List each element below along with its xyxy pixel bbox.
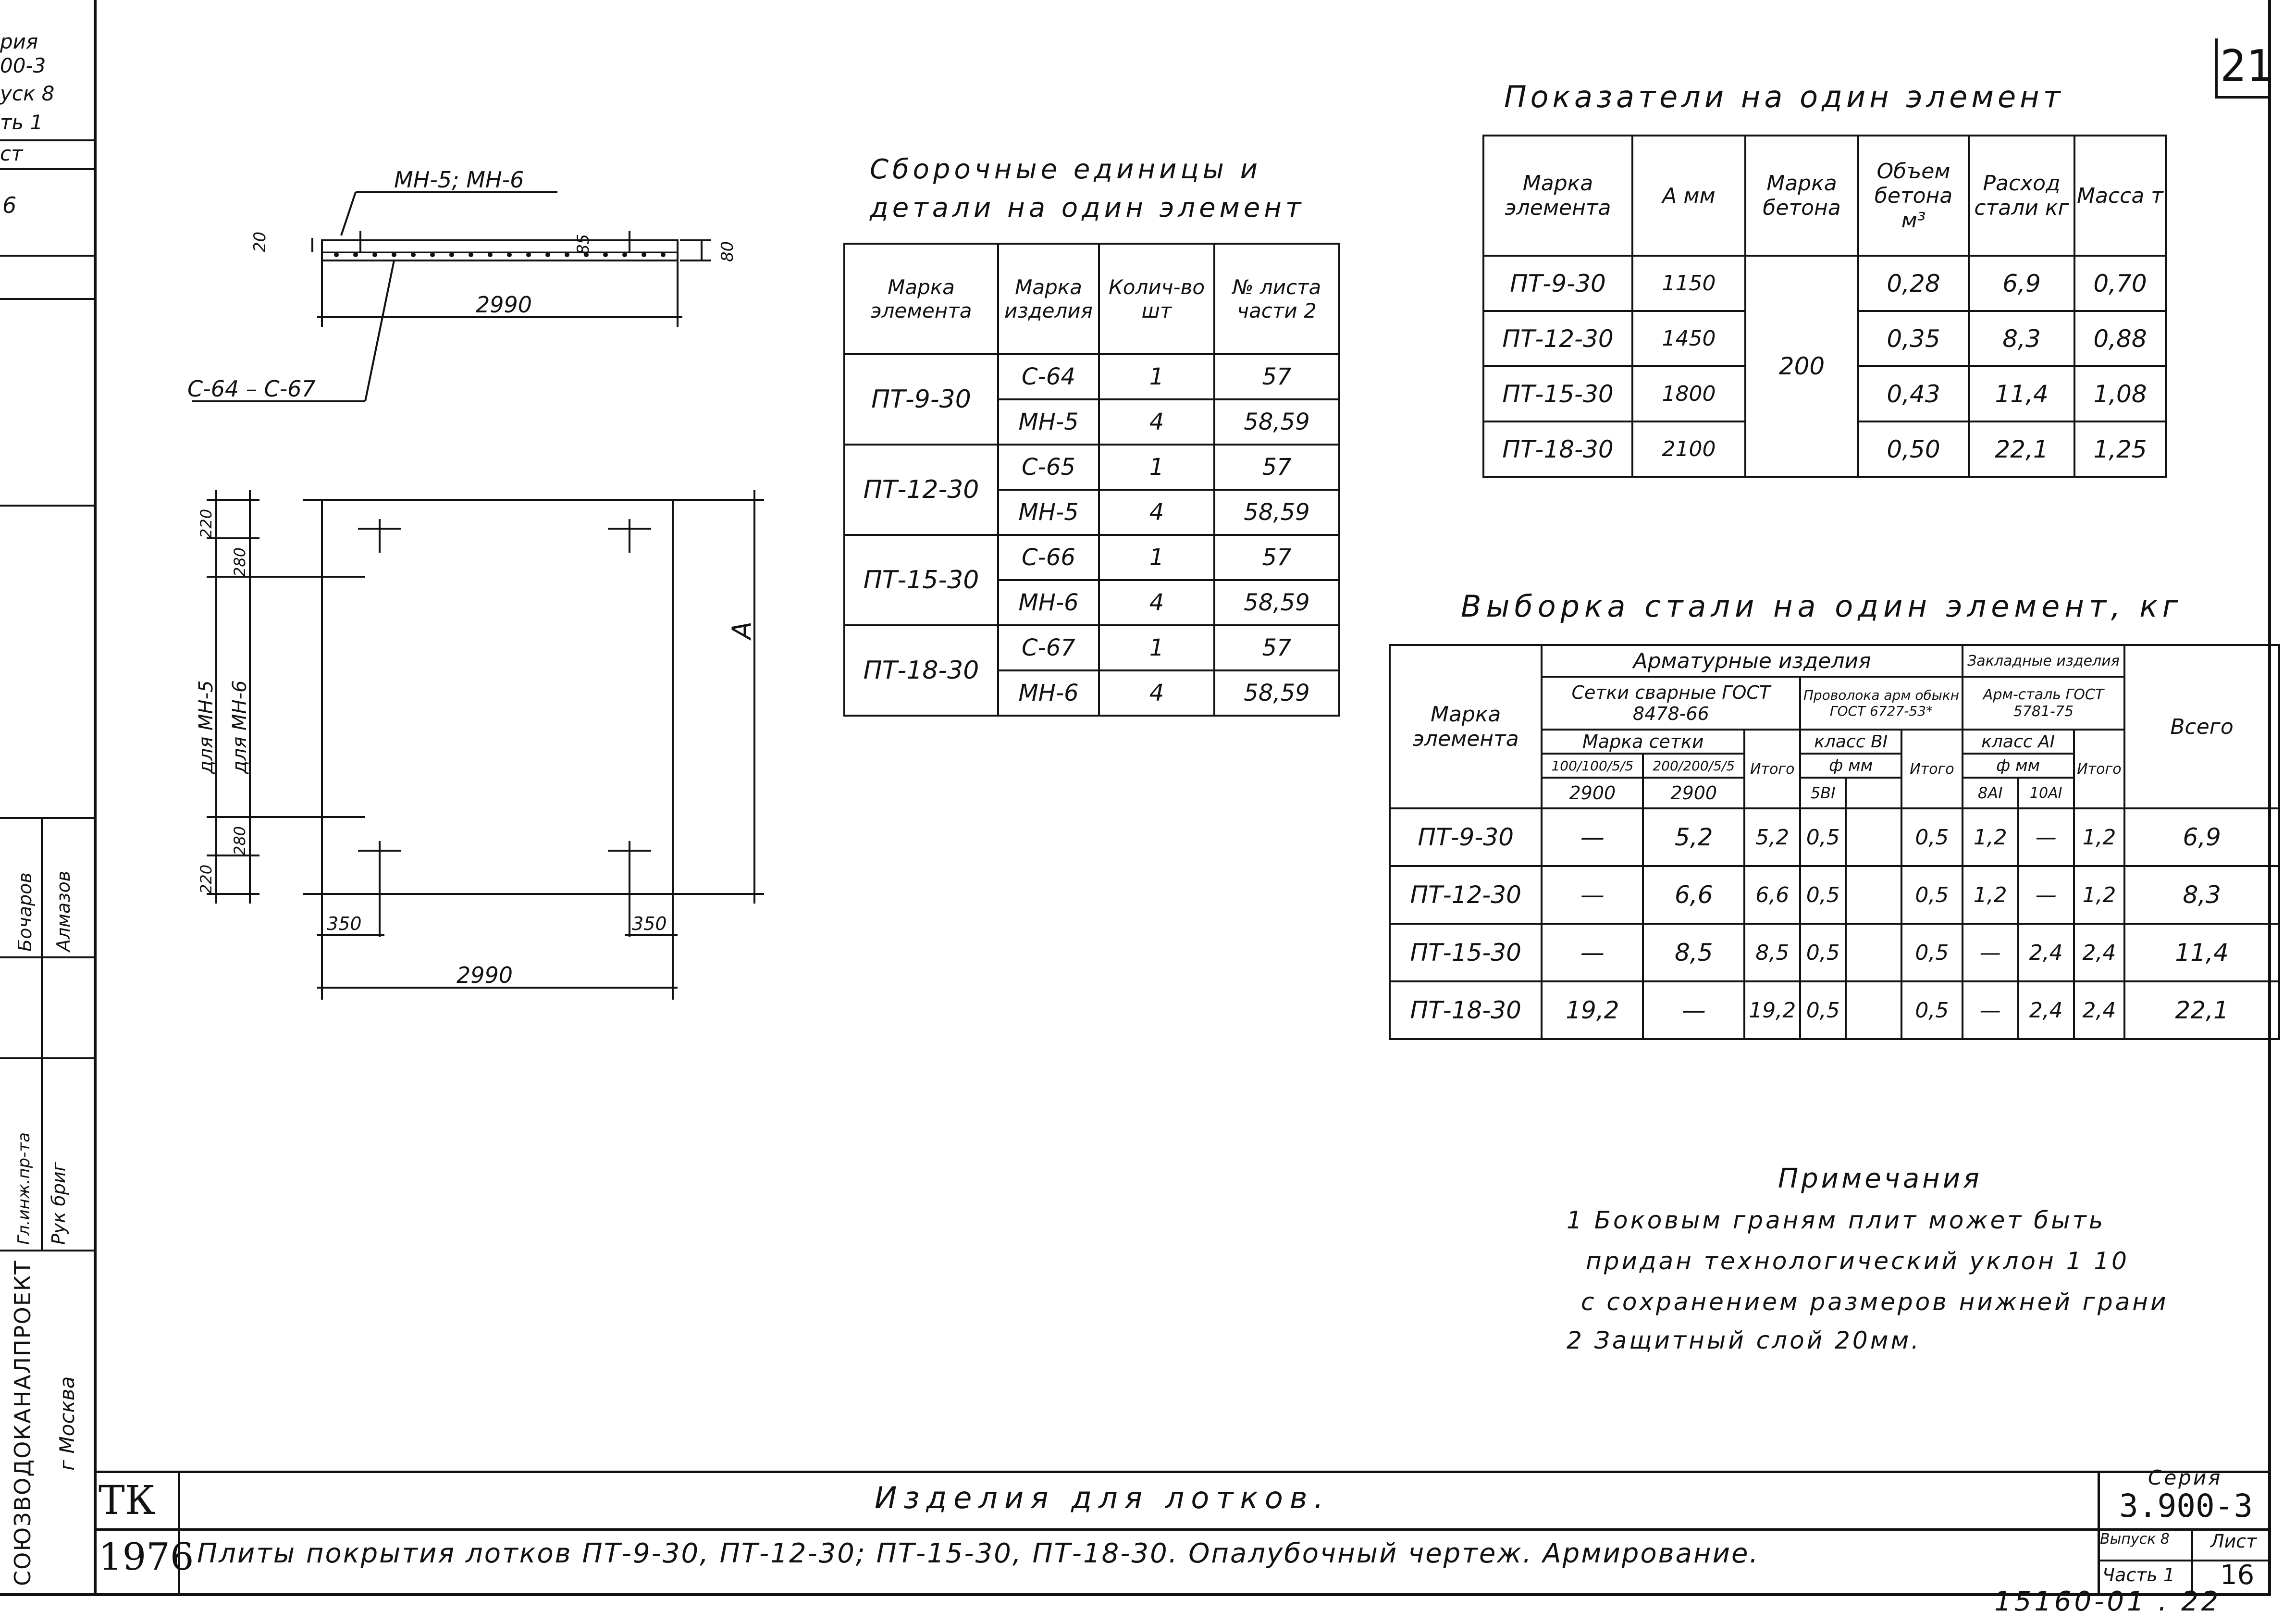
strip-line-6: 6 bbox=[2, 192, 17, 218]
steel-h-klass-ai: класс AI bbox=[1963, 730, 2074, 754]
dim-280-bottom: 280 bbox=[231, 826, 249, 855]
dim-350-left: 350 bbox=[327, 913, 362, 934]
steel-cell: 0,5 bbox=[1800, 808, 1846, 866]
steel-h-5bi: 5BI bbox=[1800, 778, 1846, 808]
steel-row bbox=[1390, 866, 2279, 924]
asm-qty: 1 bbox=[1099, 535, 1214, 580]
asm-h-element: Марка элемента bbox=[844, 244, 998, 354]
asm-sheet: 57 bbox=[1214, 625, 1339, 670]
steel-h-fmm-bi: ф мм bbox=[1800, 754, 1901, 778]
steel-h-setki: Сетки сварные ГОСТ 8478-66 bbox=[1542, 677, 1800, 730]
footer-code: 15160-01 . 22 bbox=[1994, 1586, 2222, 1617]
steel-cell: — bbox=[1963, 924, 2018, 981]
note-line-2: придан технологический уклон 1 10 bbox=[1586, 1247, 2129, 1275]
asm-qty: 1 bbox=[1099, 445, 1214, 490]
grid-leader bbox=[365, 260, 394, 401]
asm-sheet: 57 bbox=[1214, 445, 1339, 490]
dim-80: 80 bbox=[718, 241, 737, 262]
asm-item: МН-6 bbox=[998, 670, 1099, 716]
steel-cell: 2,4 bbox=[2074, 981, 2125, 1039]
steel-cell bbox=[1846, 924, 1901, 981]
asm-qty: 1 bbox=[1099, 625, 1214, 670]
asm-item: МН-6 bbox=[998, 580, 1099, 625]
ind-mass: 1,08 bbox=[2074, 366, 2166, 421]
asm-qty: 1 bbox=[1099, 354, 1214, 399]
section-outline bbox=[322, 240, 678, 260]
steel-h-itogo-prov: Итого bbox=[1901, 730, 1963, 808]
dim-length-top: 2990 bbox=[476, 292, 532, 318]
ind-element: ПТ-12-30 bbox=[1483, 311, 1632, 366]
asm-element: ПТ-9-30 bbox=[844, 354, 998, 445]
steel-h-marka-setki: Марка сетки bbox=[1542, 730, 1744, 754]
dim-20: 20 bbox=[250, 231, 270, 252]
frame-bottom-line bbox=[0, 1593, 2271, 1596]
steel-cell: 2,4 bbox=[2018, 981, 2074, 1039]
steel-cell: 0,5 bbox=[1800, 981, 1846, 1039]
tb-year: 1976 bbox=[99, 1536, 194, 1579]
steel-h-klass-bi: класс BI bbox=[1800, 730, 1901, 754]
steel-h-vsego: Всего bbox=[2124, 645, 2279, 808]
plan-outline bbox=[322, 500, 673, 894]
steel-cell: 8,3 bbox=[2124, 866, 2279, 924]
steel-h-2900b: 2900 bbox=[1643, 778, 1744, 808]
steel-cell: 6,6 bbox=[1744, 866, 1800, 924]
steel-row bbox=[1390, 924, 2279, 981]
steel-cell: 19,2 bbox=[1542, 981, 1643, 1039]
ind-a: 1800 bbox=[1632, 366, 1745, 421]
steel-cell: 0,5 bbox=[1901, 981, 1963, 1039]
strip-name-1: Бочаров bbox=[14, 872, 36, 952]
ind-mass: 0,88 bbox=[2074, 311, 2166, 366]
steel-h-10ai: 10AI bbox=[2018, 778, 2074, 808]
ind-h-mass: Масса т bbox=[2074, 136, 2166, 256]
steel-cell: — bbox=[1542, 808, 1643, 866]
asm-h-item: Марка изделия bbox=[998, 244, 1099, 354]
asm-sheet: 58,59 bbox=[1214, 490, 1339, 535]
ind-h-volume: Объем бетона м³ bbox=[1858, 136, 1969, 256]
dim-220-top: 220 bbox=[197, 508, 215, 538]
ind-grade: 200 bbox=[1745, 256, 1858, 477]
steel-cell: 1,2 bbox=[1963, 866, 2018, 924]
steel-row bbox=[1390, 981, 2279, 1039]
formwork-drawing bbox=[159, 154, 831, 988]
steel-cell: — bbox=[1963, 981, 2018, 1039]
steel-h-provoloka: Проволока арм обыкн ГОСТ 6727-53* bbox=[1800, 677, 1962, 730]
asm-h-sheet: № листа части 2 bbox=[1214, 244, 1339, 354]
steel-h-empty bbox=[1846, 778, 1901, 808]
steel-cell: 6,6 bbox=[1643, 866, 1744, 924]
steel-h-8ai: 8AI bbox=[1963, 778, 2018, 808]
asm-item: С-65 bbox=[998, 445, 1099, 490]
strip-name-2: Алмазов bbox=[53, 870, 74, 952]
ind-a: 1450 bbox=[1632, 311, 1745, 366]
steel-cell: 8,5 bbox=[1643, 924, 1744, 981]
steel-cell: 0,5 bbox=[1901, 924, 1963, 981]
ind-a: 2100 bbox=[1632, 421, 1745, 477]
asm-item: С-67 bbox=[998, 625, 1099, 670]
frame-left-strip-line bbox=[94, 0, 97, 1596]
steel-row bbox=[1390, 808, 2279, 866]
ind-h-element: Марка элемента bbox=[1483, 136, 1632, 256]
steel-h-itogo-setki: Итого bbox=[1744, 730, 1800, 808]
for-mn6: для МН-6 bbox=[229, 680, 251, 774]
steel-cell: — bbox=[2018, 808, 2074, 866]
strip-role-2: Рук бриг bbox=[48, 1162, 69, 1245]
assembly-title-2: детали на один элемент bbox=[870, 192, 1305, 223]
tb-series-label: Серия bbox=[2148, 1466, 2222, 1489]
ind-steel: 22,1 bbox=[1969, 421, 2074, 477]
notes-title: Примечания bbox=[1778, 1163, 1982, 1194]
steel-h-s2: 200/200/5/5 bbox=[1643, 754, 1744, 778]
strip-line-3: уск 8 bbox=[0, 82, 55, 105]
steel-h-marka: Марка элемента bbox=[1390, 645, 1542, 808]
tb-sheet-label: Лист bbox=[2210, 1531, 2257, 1552]
asm-element: ПТ-18-30 bbox=[844, 625, 998, 716]
steel-cell: ПТ-12-30 bbox=[1390, 866, 1542, 924]
steel-h-itogo-arm: Итого bbox=[2074, 730, 2125, 808]
asm-qty: 4 bbox=[1099, 399, 1214, 445]
ind-h-steel: Расход стали кг bbox=[1969, 136, 2074, 256]
steel-cell: 8,5 bbox=[1744, 924, 1800, 981]
steel-cell: 1,2 bbox=[1963, 808, 2018, 866]
steel-cell: 0,5 bbox=[1800, 924, 1846, 981]
asm-sheet: 58,59 bbox=[1214, 670, 1339, 716]
steel-h-zaklad: Закладные изделия bbox=[1963, 645, 2125, 677]
steel-cell: — bbox=[2018, 866, 2074, 924]
ind-h-grade: Марка бетона bbox=[1745, 136, 1858, 256]
steel-cell: — bbox=[1643, 981, 1744, 1039]
page-number: 21 bbox=[2220, 41, 2272, 91]
steel-cell: 19,2 bbox=[1744, 981, 1800, 1039]
asm-item: С-64 bbox=[998, 354, 1099, 399]
asm-item: МН-5 bbox=[998, 490, 1099, 535]
asm-element: ПТ-12-30 bbox=[844, 445, 998, 535]
tb-name: Изделия для лотков. bbox=[875, 1480, 1331, 1515]
steel-cell: 11,4 bbox=[2124, 924, 2279, 981]
tb-issue: Выпуск 8 bbox=[2100, 1531, 2170, 1548]
ind-mass: 1,25 bbox=[2074, 421, 2166, 477]
ind-volume: 0,50 bbox=[1858, 421, 1969, 477]
steel-cell: 0,5 bbox=[1901, 808, 1963, 866]
label-grid: С-64 – С-67 bbox=[187, 376, 316, 402]
ind-element: ПТ-15-30 bbox=[1483, 366, 1632, 421]
strip-line-1: рия bbox=[0, 30, 38, 53]
asm-h-qty: Колич-во шт bbox=[1099, 244, 1214, 354]
asm-sheet: 58,59 bbox=[1214, 580, 1339, 625]
steel-cell: 2,4 bbox=[2074, 924, 2125, 981]
asm-sheet: 57 bbox=[1214, 535, 1339, 580]
dim-A: А bbox=[727, 621, 757, 639]
dim-350-right: 350 bbox=[632, 913, 667, 934]
steel-cell: — bbox=[1542, 866, 1643, 924]
ind-steel: 8,3 bbox=[1969, 311, 2074, 366]
ind-volume: 0,35 bbox=[1858, 311, 1969, 366]
for-mn5: для МН-5 bbox=[195, 680, 217, 774]
steel-cell: 22,1 bbox=[2124, 981, 2279, 1039]
strip-city: г Москва bbox=[55, 1376, 79, 1471]
steel-cell: ПТ-15-30 bbox=[1390, 924, 1542, 981]
strip-role-1: Гл.инж.пр-та bbox=[14, 1132, 34, 1245]
steel-h-armatura: Арматурные изделия bbox=[1542, 645, 1962, 677]
ind-volume: 0,28 bbox=[1858, 256, 1969, 311]
steel-h-armstal: Арм-сталь ГОСТ 5781-75 bbox=[1963, 677, 2125, 730]
tb-sheet-no: 16 bbox=[2220, 1560, 2255, 1591]
steel-title: Выборка стали на один элемент, кг bbox=[1461, 589, 2183, 624]
indicators-title: Показатели на один элемент bbox=[1504, 79, 2064, 114]
asm-sheet: 57 bbox=[1214, 354, 1339, 399]
note-line-4: 2 Защитный слой 20мм. bbox=[1567, 1326, 1922, 1354]
steel-cell: 1,2 bbox=[2074, 808, 2125, 866]
asm-item: С-66 bbox=[998, 535, 1099, 580]
steel-cell: 1,2 bbox=[2074, 866, 2125, 924]
asm-item: МН-5 bbox=[998, 399, 1099, 445]
strip-line-2: 00-3 bbox=[0, 54, 46, 77]
label-mesh: МН-5; МН-6 bbox=[394, 167, 524, 193]
steel-cell bbox=[1846, 866, 1901, 924]
asm-sheet: 58,59 bbox=[1214, 399, 1339, 445]
asm-qty: 4 bbox=[1099, 670, 1214, 716]
steel-cell: ПТ-9-30 bbox=[1390, 808, 1542, 866]
asm-qty: 4 bbox=[1099, 580, 1214, 625]
note-line-3: с сохранением размеров нижней грани bbox=[1581, 1288, 2169, 1316]
ind-mass: 0,70 bbox=[2074, 256, 2166, 311]
steel-cell: 0,5 bbox=[1800, 866, 1846, 924]
steel-h-s1: 100/100/5/5 bbox=[1542, 754, 1643, 778]
steel-cell bbox=[1846, 981, 1901, 1039]
steel-h-2900a: 2900 bbox=[1542, 778, 1643, 808]
mesh-leader bbox=[341, 192, 356, 235]
assembly-table bbox=[843, 243, 1340, 717]
dim-220-bottom: 220 bbox=[197, 864, 215, 894]
ind-volume: 0,43 bbox=[1858, 366, 1969, 421]
indicators-table bbox=[1482, 135, 2167, 478]
steel-h-fmm-ai: ф мм bbox=[1963, 754, 2074, 778]
strip-org: СОЮЗВОДОКАНАЛПРОЕКТ bbox=[10, 1260, 36, 1586]
strip-line-4: ть 1 bbox=[0, 111, 43, 134]
tb-subtitle: Плиты покрытия лотков ПТ-9-30, ПТ-12-30; ПТ-15-30, ПТ-18-30. Опалубочный чертеж. Армирование. bbox=[197, 1538, 1760, 1569]
tb-series: 3.900-3 bbox=[2119, 1487, 2253, 1524]
tb-tk: ТК bbox=[99, 1478, 156, 1524]
strip-line-5: ст bbox=[0, 142, 23, 165]
tb-part: Часть 1 bbox=[2102, 1564, 2175, 1586]
dim-85: 85 bbox=[574, 234, 593, 255]
ind-a: 1150 bbox=[1632, 256, 1745, 311]
ind-h-a: А мм bbox=[1632, 136, 1745, 256]
steel-cell: 6,9 bbox=[2124, 808, 2279, 866]
assembly-title-1: Сборочные единицы и bbox=[870, 154, 1261, 185]
steel-cell: 5,2 bbox=[1744, 808, 1800, 866]
dim-280-top: 280 bbox=[231, 547, 249, 577]
steel-cell: ПТ-18-30 bbox=[1390, 981, 1542, 1039]
note-line-1: 1 Боковым граням плит может быть bbox=[1567, 1206, 2106, 1234]
ind-element: ПТ-18-30 bbox=[1483, 421, 1632, 477]
ind-steel: 11,4 bbox=[1969, 366, 2074, 421]
steel-cell bbox=[1846, 808, 1901, 866]
dim-length-bottom: 2990 bbox=[457, 962, 513, 988]
steel-cell: 5,2 bbox=[1643, 808, 1744, 866]
steel-table bbox=[1389, 644, 2280, 1040]
steel-cell: — bbox=[1542, 924, 1643, 981]
asm-element: ПТ-15-30 bbox=[844, 535, 998, 625]
ind-element: ПТ-9-30 bbox=[1483, 256, 1632, 311]
steel-cell: 0,5 bbox=[1901, 866, 1963, 924]
asm-qty: 4 bbox=[1099, 490, 1214, 535]
steel-cell: 2,4 bbox=[2018, 924, 2074, 981]
ind-steel: 6,9 bbox=[1969, 256, 2074, 311]
